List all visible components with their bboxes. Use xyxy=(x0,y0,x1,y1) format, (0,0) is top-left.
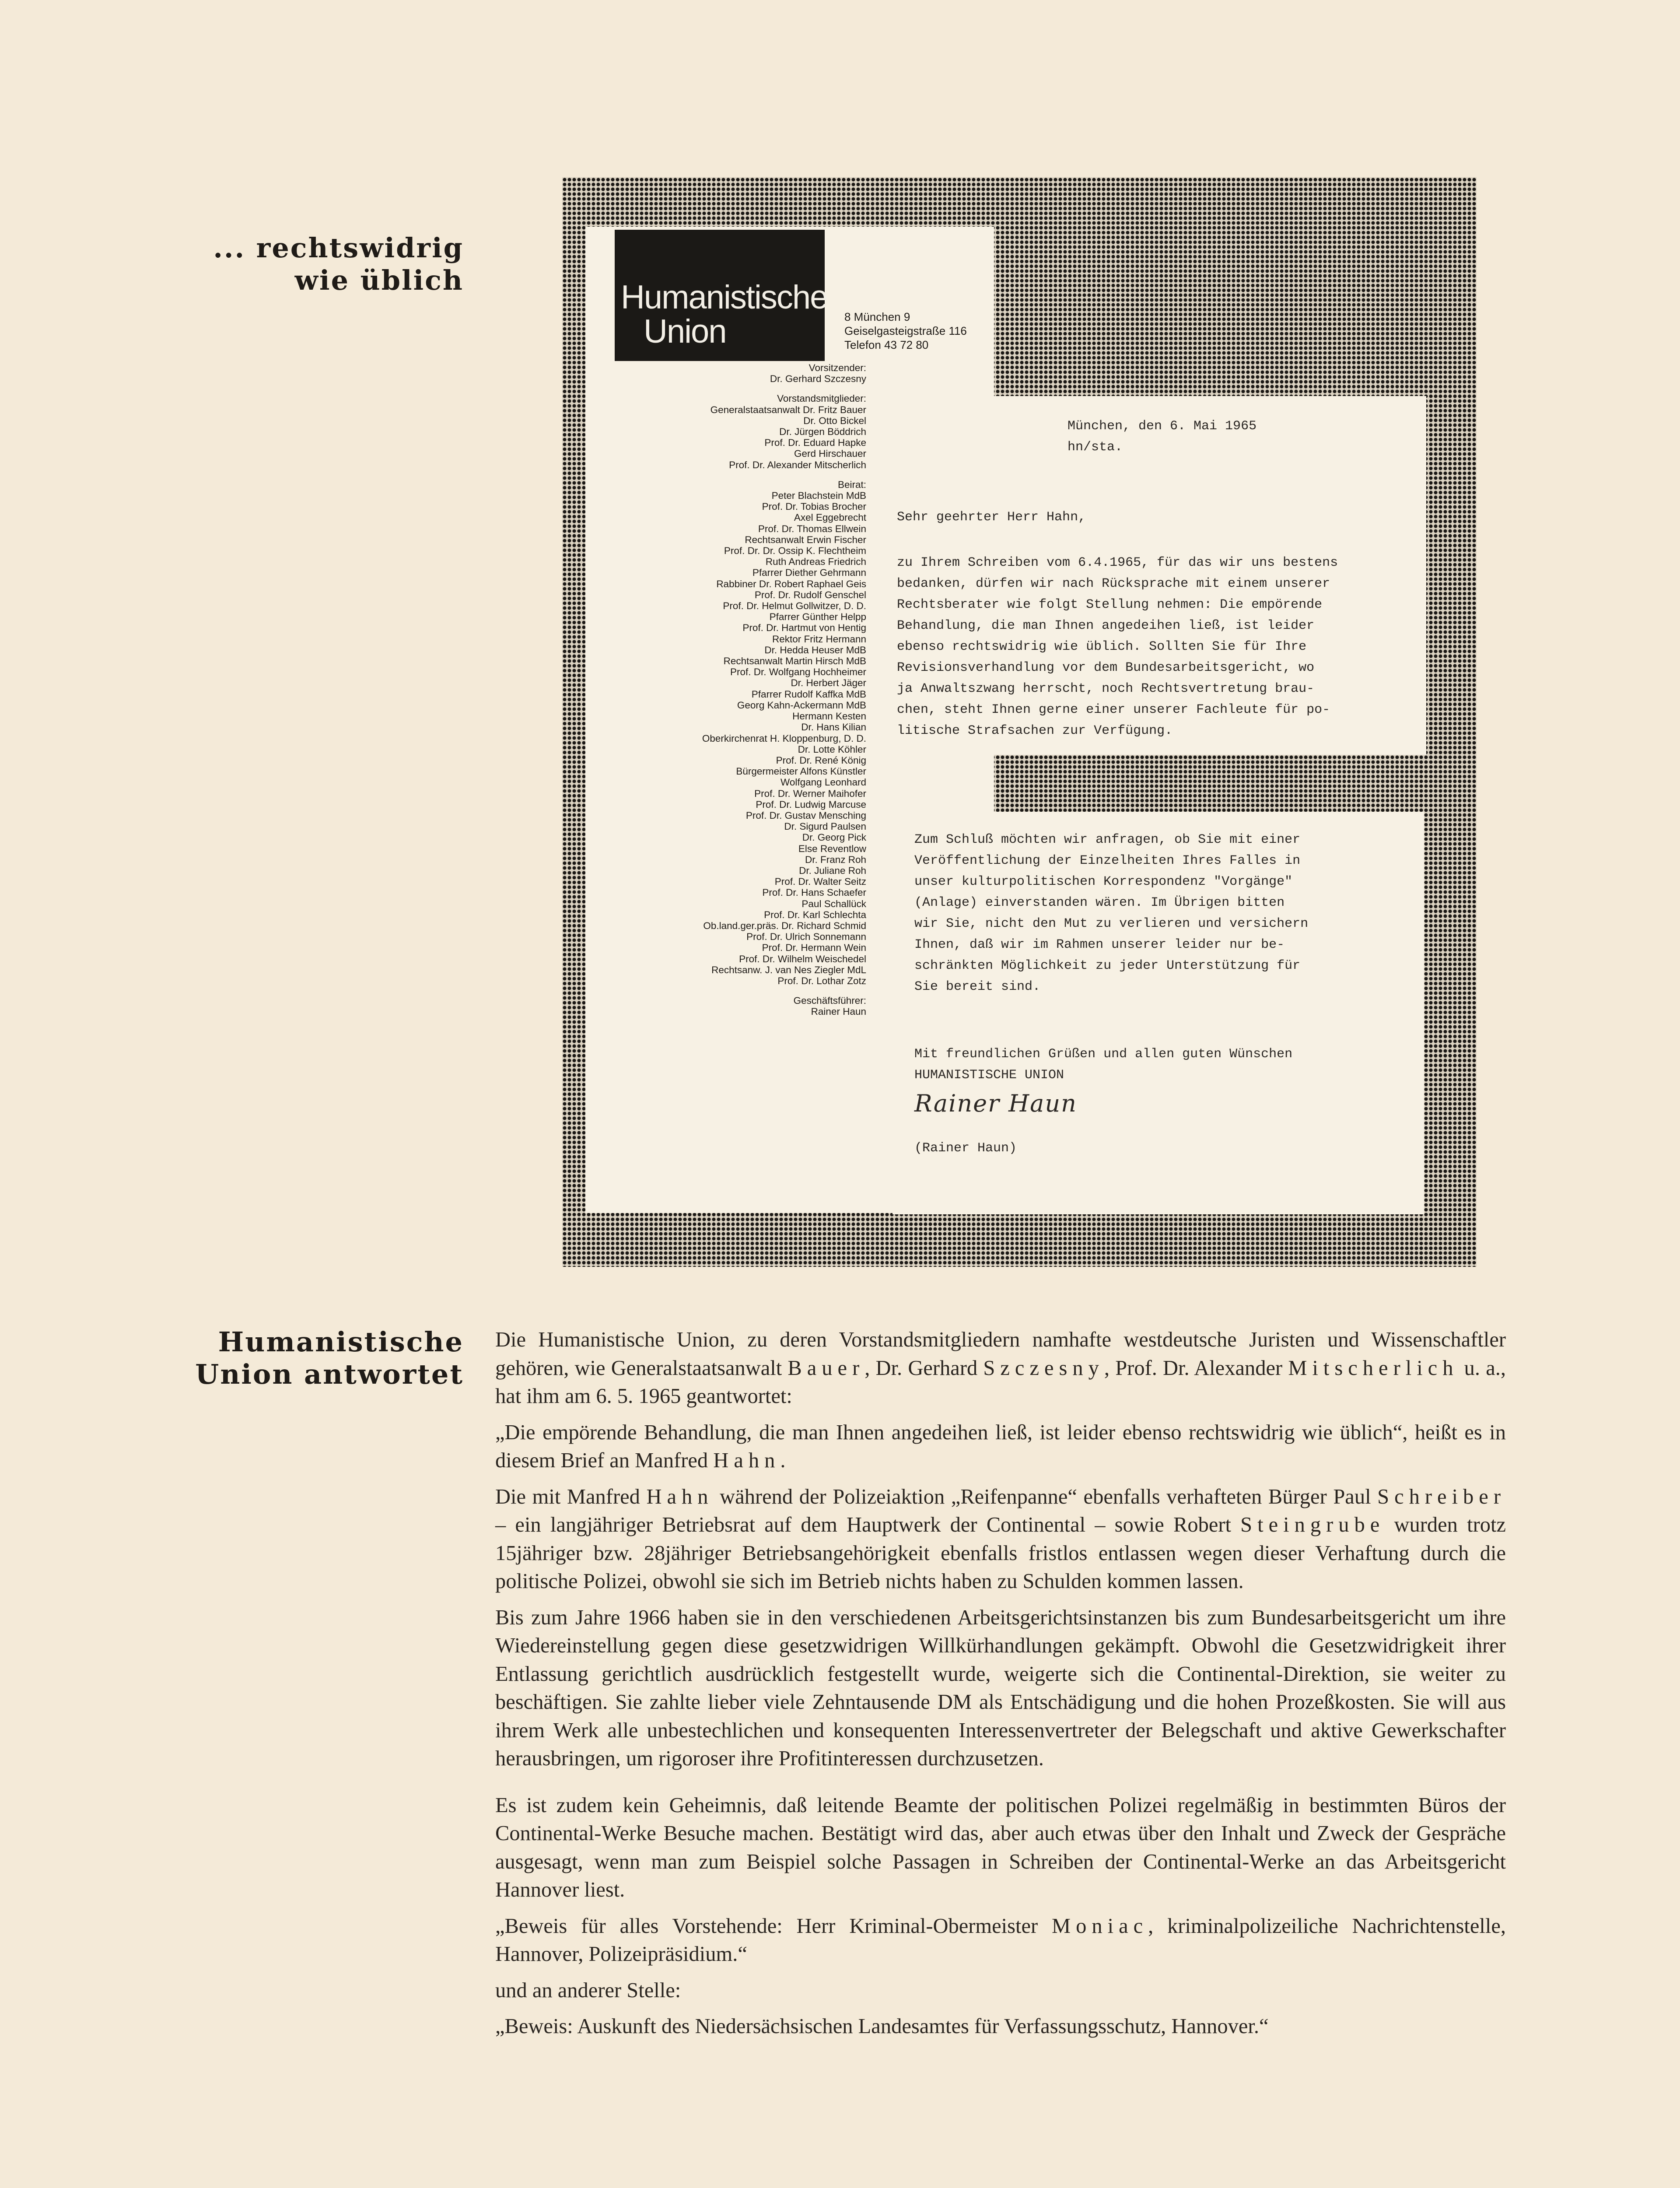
roster-name: Generalstaatsanwalt Dr. Fritz Bauer xyxy=(710,404,866,415)
roster-name: Dr. Juliane Roh xyxy=(799,865,866,876)
roster-name: Prof. Dr. Eduard Hapke xyxy=(764,437,866,449)
letter-line: schränkten Möglichkeit zu jeder Unterstützung für xyxy=(914,958,1301,973)
letter-line: Behandlung, die man Ihnen angedeihen ließ, ist leider xyxy=(897,618,1315,633)
letterhead-address: 8 München 9 Geiselgasteigstraße 116 Telefon 43 72 80 xyxy=(844,310,967,351)
letter-paragraph-2 xyxy=(914,829,1308,997)
roster-name: Paul Schallück xyxy=(802,898,866,909)
roster-name: Dr. Sigurd Paulsen xyxy=(784,821,866,832)
roster-name: Pfarrer Rudolf Kaffka MdB xyxy=(751,688,866,700)
roster-name: Prof. Dr. Walter Seitz xyxy=(774,876,866,887)
letter-paragraph-1 xyxy=(897,552,1338,741)
body-paragraph: „Beweis für alles Vorstehende: Herr Kriminal-Obermeister Moniac, kriminalpolizeiliche Nachrichtenstelle, Hannover, Polizeipräsidium.“ xyxy=(495,1914,1506,1966)
roster-name: Prof. Dr. Ulrich Sonnemann xyxy=(746,931,866,943)
roster-name: Prof. Dr. Tobias Brocher xyxy=(762,501,866,512)
roster-name: Prof. Dr. Lothar Zotz xyxy=(777,975,866,986)
body-paragraph: Es ist zudem kein Geheimnis, daß leitende Beamte der politischen Polizei regelmäßig in bestimmten Büros der Continental-Werke Besuche machen. Bestätigt wird das, aber auch etwas über den Inhalt und Zweck der Gespräche ausgesagt, wenn man zum Beispiel solche Passagen in Schreiben der Continental-Werke an das Arbeitsgericht Hannover liest. xyxy=(495,1793,1506,1901)
roster-name: Rabbiner Dr. Robert Raphael Geis xyxy=(716,578,866,589)
roster-name: Prof. Dr. Hans Schaefer xyxy=(762,887,866,898)
roster-name: Dr. Lotte Köhler xyxy=(798,743,866,755)
roster-name: Prof. Dr. Wolfgang Hochheimer xyxy=(730,666,866,678)
roster-name: Georg Kahn-Ackermann MdB xyxy=(737,699,866,711)
roster-name: Prof. Dr. Wilhelm Weischedel xyxy=(739,953,866,964)
roster-name: Rektor Fritz Hermann xyxy=(772,633,866,645)
roster-group-title: Vorstandsmitglieder: xyxy=(777,393,866,404)
roster-name: Ruth Andreas Friedrich xyxy=(765,556,866,568)
margin-heading-rechtswidrig: ... rechtswidrig wie üblich xyxy=(213,232,464,296)
body-paragraph: Bis zum Jahre 1966 haben sie in den verschiedenen Arbeitsgerichtsinstanzen bis zum Bundesarbeitsgericht um ihre Wiedereinstellung gegen diese gesetzwidrigen Willkürhandlungen gekämpft. Obwohl die Gesetzwidrigkeit ihrer Entlassung gerichtlich ausdrücklich festgestellt wurde, weigerte sich die Continental-Direktion, sie weiter zu beschäftigen. Sie zahlte lieber viele Zehntausende DM als Entschädigung und die hohen Prozeßkosten. Sie will aus ihrem Werk alle unbestechlichen und konsequenten Interessenvertreter der Belegschaft und aktive Gewerkschafter herausbringen, um rigoroser ihre Profitinteressen durchzusetzen. xyxy=(495,1606,1506,1770)
roster-name: Prof. Dr. Rudolf Genschel xyxy=(754,589,866,600)
roster-name: Dr. Herbert Jäger xyxy=(791,677,866,689)
letter-line: (Anlage) einverstanden wären. Im Übrigen bitten xyxy=(914,895,1285,910)
body-paragraph: Die mit Manfred Hahn während der Polizeiaktion „Reifenpanne“ ebenfalls verhafteten Bürger Paul Schreiber – ein langjähriger Betriebsrat auf dem Hauptwerk der Continental – sowie Robert Steingrube wurden trotz 15jähriger bzw. 28jähriger Betriebsangehörigkeit ebenfalls fristlos entlassen wegen dieser Verhaftung durch die politische Polizei, obwohl sie sich im Betrieb nichts haben zu Schulden kommen lassen. xyxy=(495,1485,1506,1593)
roster-group-title: Geschäftsführer: xyxy=(793,995,866,1006)
roster-name: Prof. Dr. Hermann Wein xyxy=(762,942,866,954)
roster-group-title: Vorsitzender: xyxy=(808,362,866,373)
roster-name: Dr. Jürgen Böddrich xyxy=(779,426,866,438)
roster-name: Peter Blachstein MdB xyxy=(771,490,866,501)
roster-name: Rechtsanw. J. van Nes Ziegler MdL xyxy=(711,964,866,975)
roster-name: Dr. Gerhard Szczesny xyxy=(770,373,866,385)
roster-name: Ob.land.ger.präs. Dr. Richard Schmid xyxy=(703,920,866,931)
letter-line: zu Ihrem Schreiben vom 6.4.1965, für das wir uns bestens xyxy=(897,555,1338,570)
roster-name: Dr. Otto Bickel xyxy=(803,415,866,426)
roster-name: Axel Eggebrecht xyxy=(794,512,866,523)
roster-name: Prof. Dr. Thomas Ellwein xyxy=(758,523,866,534)
letter-line: ebenso rechtswidrig wie üblich. Sollten Sie für Ihre xyxy=(897,639,1307,654)
roster-group xyxy=(588,479,866,986)
body-paragraph: „Die empörende Behandlung, die man Ihnen angedeihen ließ, ist leider ebenso rechtswidrig wie üblich“, heißt es in diesem Brief an Manfred Hahn. xyxy=(495,1420,1506,1472)
roster-group-title: Beirat: xyxy=(837,479,866,490)
letter-line: Revisionsverhandlung vor dem Bundesarbeitsgericht, wo xyxy=(897,660,1315,675)
roster-name: Rechtsanwalt Erwin Fischer xyxy=(745,534,866,545)
roster-name: Hermann Kesten xyxy=(792,711,866,722)
roster-name: Dr. Hans Kilian xyxy=(801,722,866,733)
letter-closing: Mit freundlichen Grüßen und allen guten Wünschen HUMANISTISCHE UNION xyxy=(914,1047,1293,1083)
letter-line: chen, steht Ihnen gerne einer unserer Fachleute für po- xyxy=(897,702,1330,717)
board-roster xyxy=(588,362,866,1026)
roster-name: Pfarrer Diether Gehrmann xyxy=(752,567,866,579)
body-paragraph: „Beweis: Auskunft des Niedersächsischen Landesamtes für Verfassungsschutz, Hannover.“ xyxy=(495,2015,1269,2038)
roster-name: Prof. Dr. Dr. Ossip K. Flechtheim xyxy=(724,545,866,557)
roster-name: Prof. Dr. Alexander Mitscherlich xyxy=(729,459,866,470)
margin-heading-union-antwortet: Humanistische Union antwortet xyxy=(195,1326,464,1390)
roster-group xyxy=(588,362,866,384)
roster-name: Dr. Franz Roh xyxy=(805,854,866,865)
roster-name: Oberkirchenrat H. Kloppenburg, D. D. xyxy=(702,733,866,744)
roster-name: Bürgermeister Alfons Künstler xyxy=(736,766,866,777)
roster-name: Prof. Dr. Ludwig Marcuse xyxy=(756,799,866,810)
roster-group xyxy=(588,393,866,470)
roster-name: Prof. Dr. Helmut Gollwitzer, D. D. xyxy=(723,600,866,612)
letter-line: Zum Schluß möchten wir anfragen, ob Sie mit einer xyxy=(914,832,1301,847)
letter-line: Sie bereit sind. xyxy=(914,979,1041,994)
roster-name: Rechtsanwalt Martin Hirsch MdB xyxy=(723,656,866,667)
letter-line: ja Anwaltszwang herrscht, noch Rechtsvertretung brau- xyxy=(897,681,1315,696)
letter-line: litische Strafsachen zur Verfügung. xyxy=(897,723,1173,738)
roster-name: Else Reventlow xyxy=(798,843,866,854)
roster-name: Gerd Hirschauer xyxy=(794,448,866,459)
body-paragraph: Die Humanistische Union, zu deren Vorstandsmitgliedern namhafte westdeutsche Juristen und Wissenschaftler gehören, wie Generalstaatsanwalt Bauer, Dr. Gerhard Szczesny, Prof. Dr. Alexander Mitscherlich u. a., hat ihm am 6. 5. 1965 geantwortet: xyxy=(495,1328,1506,1408)
letter-line: bedanken, dürfen wir nach Rücksprache mit einem unserer xyxy=(897,576,1330,591)
roster-name: Pfarrer Günther Helpp xyxy=(769,611,866,623)
letter-line: Rechtsberater wie folgt Stellung nehmen: Die empörende xyxy=(897,597,1323,612)
letter-date: München, den 6. Mai 1965 hn/sta. xyxy=(1068,419,1257,455)
roster-name: Prof. Dr. Hartmut von Hentig xyxy=(742,622,866,634)
roster-name: Dr. Georg Pick xyxy=(802,832,866,843)
roster-name: Dr. Hedda Heuser MdB xyxy=(764,644,866,656)
body-text xyxy=(495,1326,1506,2049)
letter-signer: (Rainer Haun) xyxy=(914,1141,1017,1156)
roster-name: Prof. Dr. Karl Schlechta xyxy=(764,909,866,920)
letter-line: Ihnen, daß wir im Rahmen unserer leider nur be- xyxy=(914,937,1285,952)
body-paragraph: und an anderer Stelle: xyxy=(495,1978,681,2002)
roster-name: Rainer Haun xyxy=(811,1006,866,1017)
roster-group xyxy=(588,995,866,1017)
letter-salutation: Sehr geehrter Herr Hahn, xyxy=(897,510,1086,525)
handwritten-signature: Rainer Haun xyxy=(914,1090,1077,1117)
roster-name: Prof. Dr. René König xyxy=(776,754,866,766)
roster-name: Wolfgang Leonhard xyxy=(780,777,866,788)
roster-name: Prof. Dr. Werner Maihofer xyxy=(754,788,866,799)
letter-line: wir Sie, nicht den Mut zu verlieren und versichern xyxy=(914,916,1309,931)
letter-line: unser kulturpolitischen Korrespondenz "Vorgänge" xyxy=(914,874,1293,889)
humanistische-union-logo: Humanistische Union xyxy=(615,230,825,361)
roster-name: Prof. Dr. Gustav Mensching xyxy=(746,810,866,821)
letter-line: Veröffentlichung der Einzelheiten Ihres Falles in xyxy=(914,853,1301,868)
